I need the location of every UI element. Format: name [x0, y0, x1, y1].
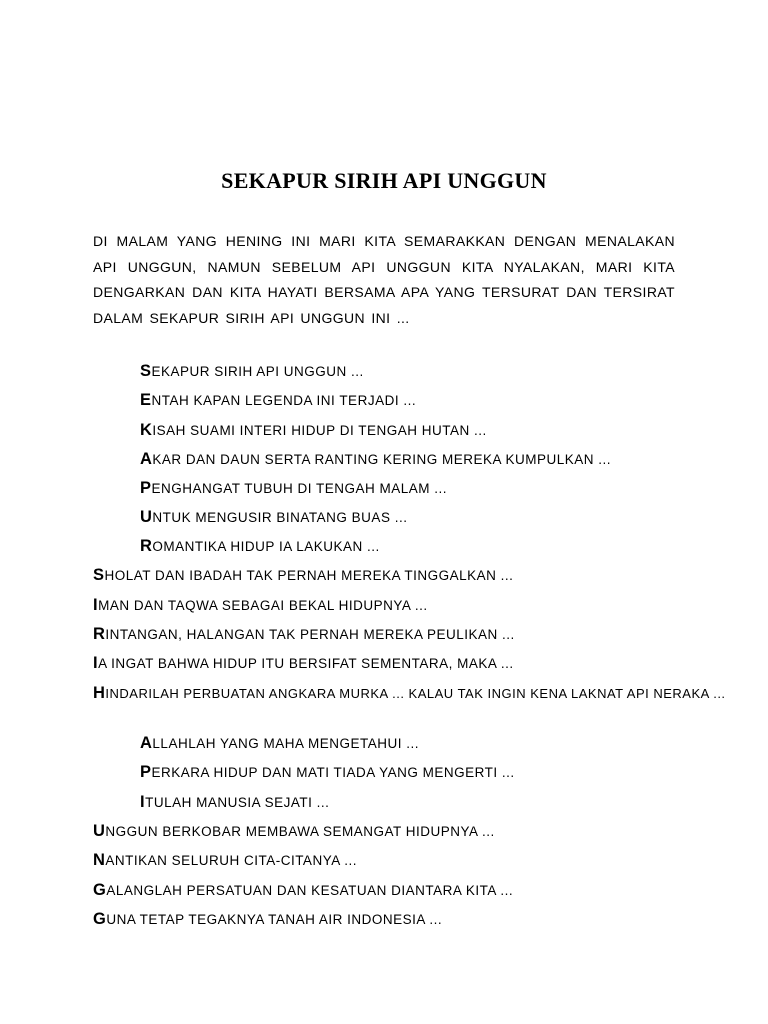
poem-line	[140, 537, 380, 556]
line-text: ISAH SUAMI INTERI HIDUP DI TENGAH HUTAN ...	[152, 423, 487, 438]
poem-line	[140, 362, 364, 381]
acrostic-letter: P	[140, 763, 152, 781]
poem-line	[93, 596, 428, 615]
acrostic-letter: N	[93, 851, 106, 869]
acrostic-letter: I	[93, 596, 99, 614]
line-text: HOLAT DAN IBADAH TAK PERNAH MEREKA TINGGALKAN ...	[104, 568, 514, 583]
line-text: A INGAT BAHWA HIDUP ITU BERSIFAT SEMENTARA, MAKA ...	[98, 656, 514, 671]
line-text: UNA TETAP TEGAKNYA TANAH AIR INDONESIA ...	[106, 912, 443, 927]
acrostic-letter: H	[93, 684, 106, 702]
document-title: SEKAPUR SIRIH API UNGGUN	[221, 168, 547, 193]
acrostic-letter: G	[93, 881, 107, 899]
acrostic-letter: R	[93, 625, 106, 643]
line-text: EKAPUR SIRIH API UNGGUN ...	[151, 364, 364, 379]
line-text: TULAH MANUSIA SEJATI ...	[145, 795, 330, 810]
acrostic-letter: R	[140, 537, 153, 555]
poem-line	[140, 479, 447, 498]
poem-line	[93, 851, 357, 870]
acrostic-letter: K	[140, 421, 153, 439]
acrostic-letter: E	[140, 391, 152, 409]
poem-line	[140, 450, 611, 469]
poem-line	[93, 822, 495, 841]
poem-line	[140, 793, 329, 812]
acrostic-letter: G	[93, 910, 107, 928]
line-text: KAR DAN DAUN SERTA RANTING KERING MEREKA KUMPULKAN ...	[152, 452, 612, 467]
poem-line	[93, 566, 513, 585]
acrostic-letter: S	[93, 566, 105, 584]
poem-line	[93, 654, 514, 673]
acrostic-letter: U	[93, 822, 106, 840]
line-text: NTAH KAPAN LEGENDA INI TERJADI ...	[151, 393, 417, 408]
line-text: INTANGAN, HALANGAN TAK PERNAH MEREKA PEULIKAN ...	[105, 627, 515, 642]
line-text: NGGUN BERKOBAR MEMBAWA SEMANGAT HIDUPNYA ...	[105, 824, 495, 839]
line-text: LLAHLAH YANG MAHA MENGETAHUI ...	[152, 736, 419, 751]
poem-line-wrapped	[93, 680, 747, 707]
poem-line	[140, 421, 487, 440]
line-text: OMANTIKA HIDUP IA LAKUKAN ...	[152, 539, 380, 554]
intro-paragraph: DI MALAM YANG HENING INI MARI KITA SEMARAKKAN DENGAN MENALAKAN API UNGGUN, NAMUN SEBELUM API UNGGUN KITA NYALAKAN, MARI KITA DENGARKAN DAN KITA HAYATI BERSAMA APA YANG TERSURAT DAN TERSIRAT DALAM SEKAPUR SIRIH API UNGGUN INI ...	[93, 233, 675, 326]
poem-line	[93, 625, 515, 644]
poem-line	[140, 734, 419, 753]
line-text: INDARILAH PERBUATAN ANGKARA MURKA ... KALAU TAK INGIN KENA LAKNAT API NERAKA ...	[105, 686, 726, 701]
line-text: MAN DAN TAQWA SEBAGAI BEKAL HIDUPNYA ...	[98, 598, 428, 613]
line-text: NTUK MENGUSIR BINATANG BUAS ...	[152, 510, 408, 525]
poem-line	[140, 763, 515, 782]
line-text: ENGHANGAT TUBUH DI TENGAH MALAM ...	[151, 481, 448, 496]
acrostic-letter: A	[140, 734, 153, 752]
acrostic-letter: S	[140, 362, 152, 380]
poem-line	[140, 391, 416, 410]
acrostic-letter: U	[140, 508, 153, 526]
poem-line	[93, 881, 513, 900]
acrostic-letter: P	[140, 479, 152, 497]
acrostic-letter: I	[140, 793, 146, 811]
poem-line	[93, 910, 442, 929]
line-text: ALANGLAH PERSATUAN DAN KESATUAN DIANTARA KITA ...	[106, 883, 514, 898]
line-text: ANTIKAN SELURUH CITA-CITANYA ...	[105, 853, 357, 868]
line-text: ERKARA HIDUP DAN MATI TIADA YANG MENGERTI ...	[151, 765, 515, 780]
acrostic-letter: I	[93, 654, 99, 672]
poem-line	[140, 508, 407, 527]
acrostic-letter: A	[140, 450, 153, 468]
